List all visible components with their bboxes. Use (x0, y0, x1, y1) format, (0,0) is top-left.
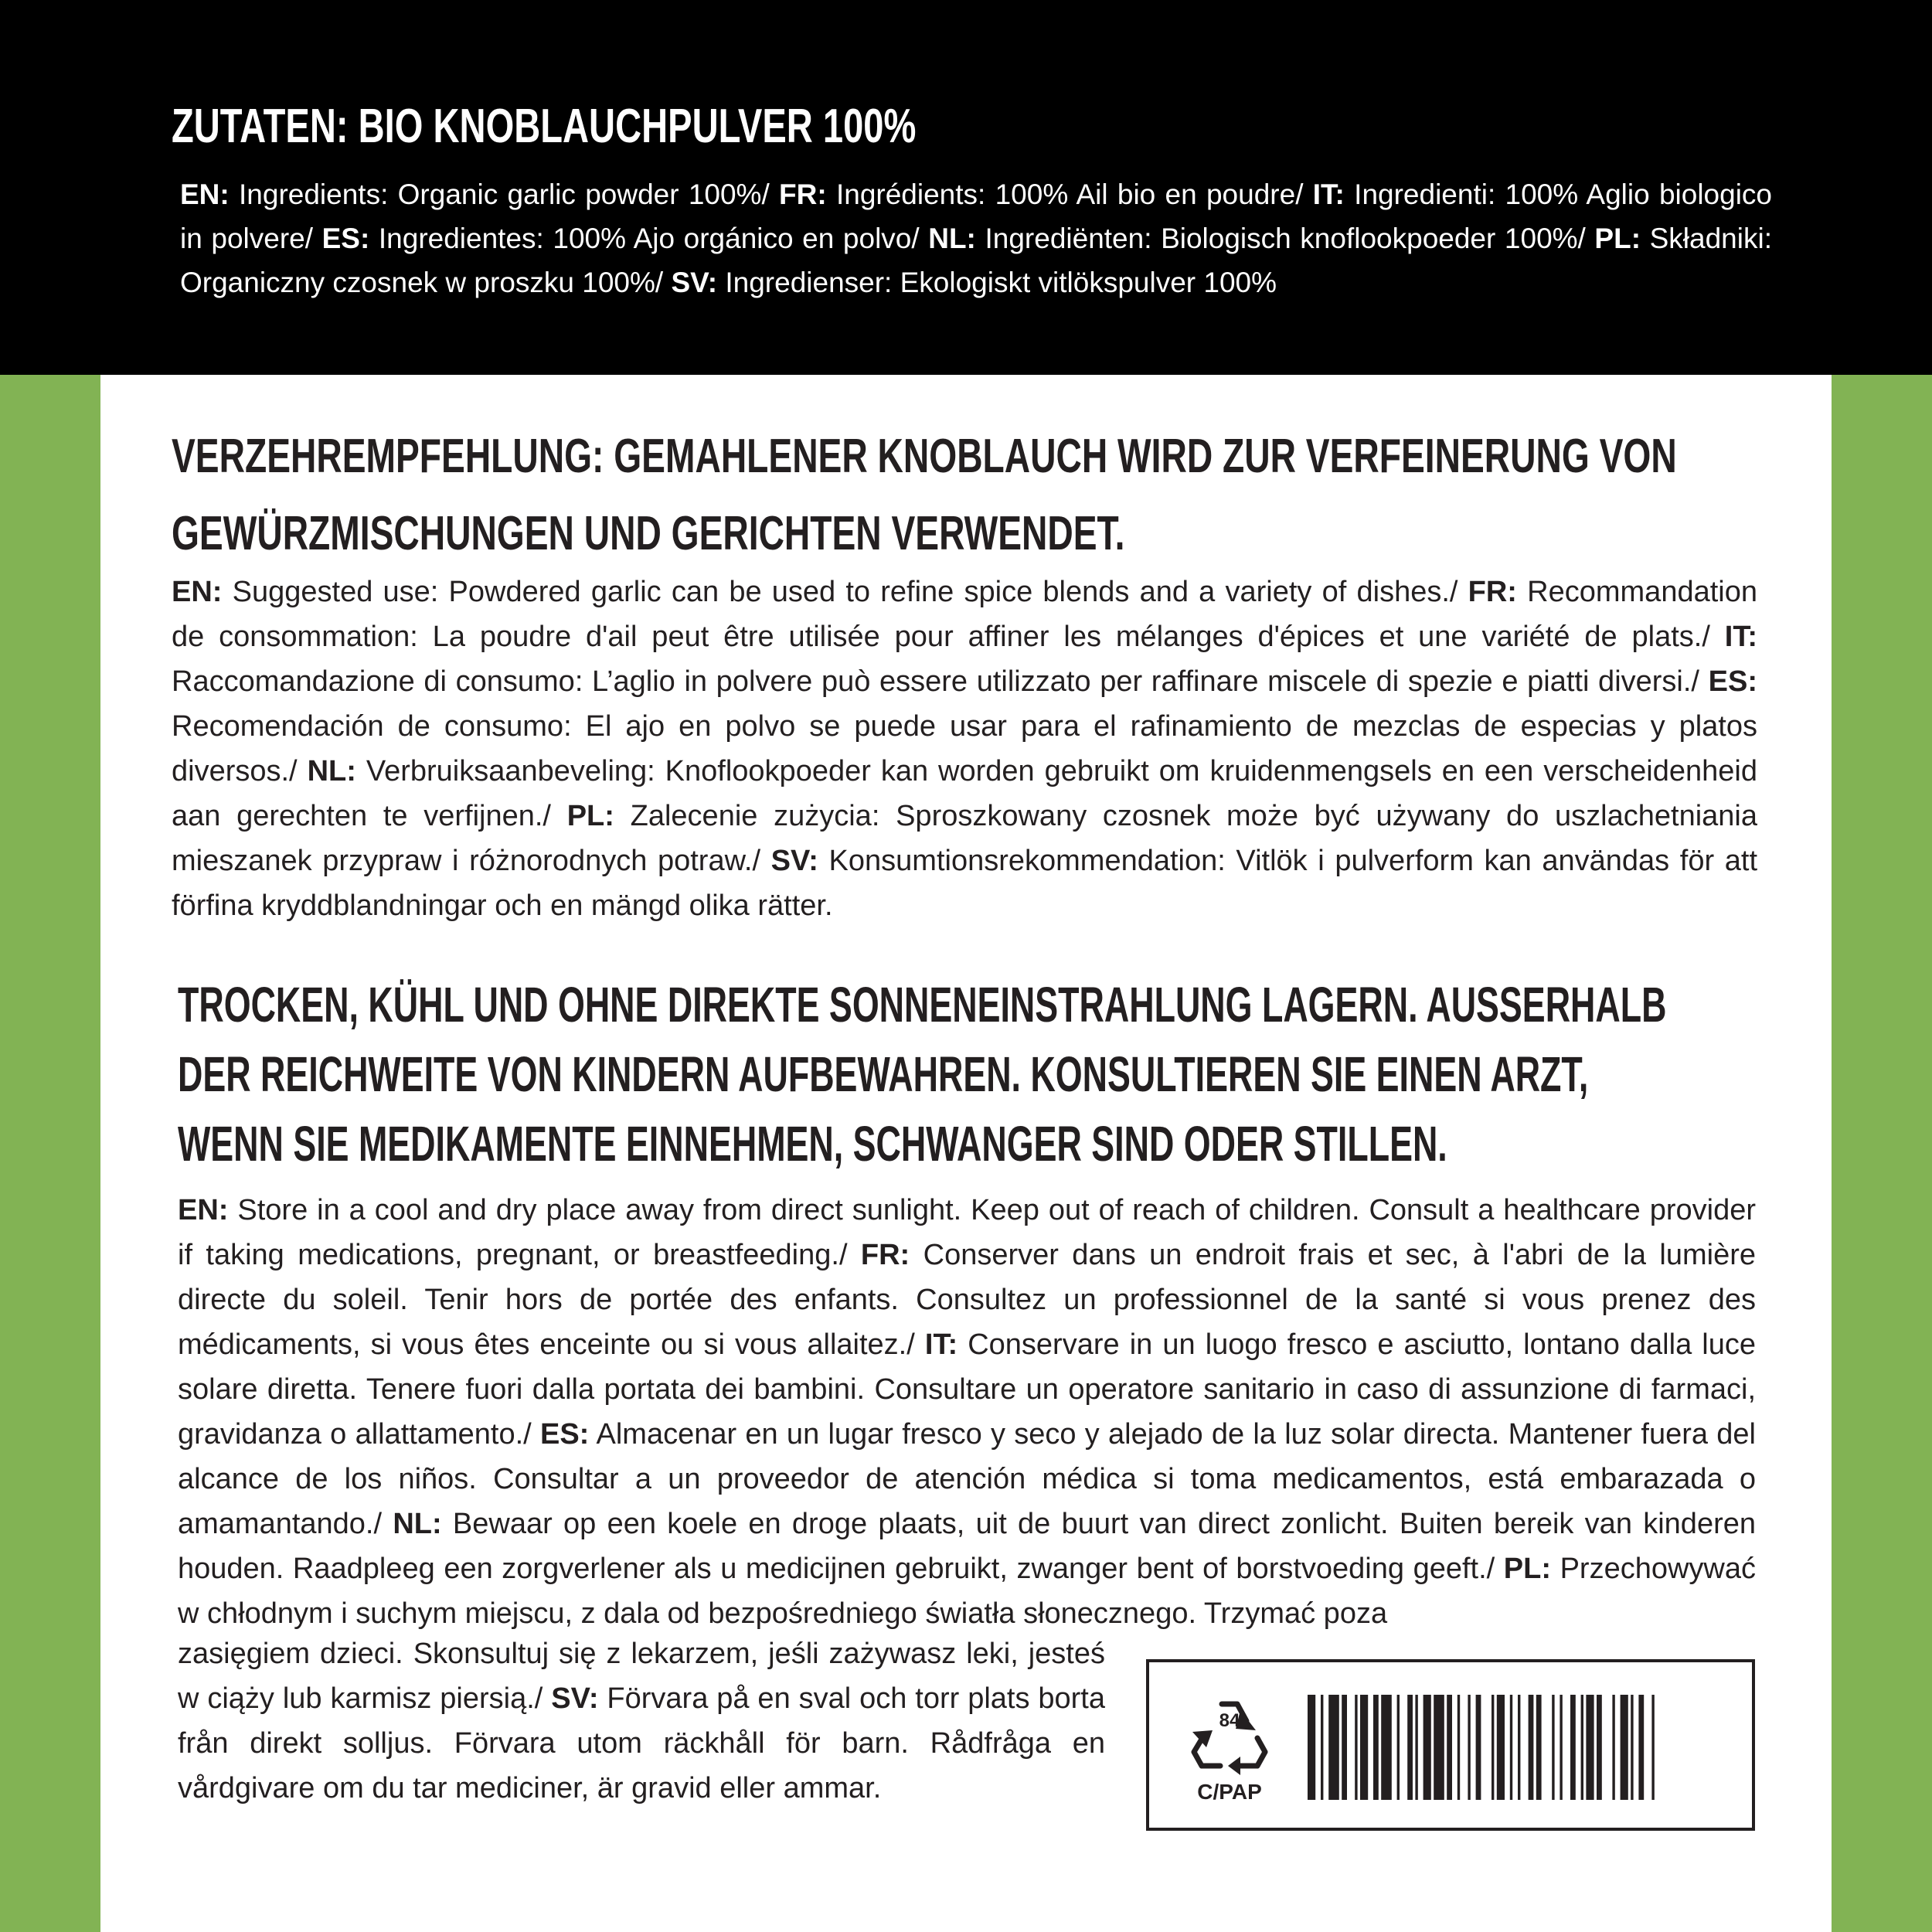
language-code: SV: (671, 267, 718, 298)
barcode-bar (1434, 1695, 1444, 1800)
language-code: EN: (172, 576, 223, 608)
barcode-bar (1342, 1695, 1347, 1800)
ingredients-text (180, 172, 1772, 304)
language-text: Förvara på en sval och torr plats borta från direkt solljus. Förvara utom räckhåll för barn. Rådfråga en vårdgivare om du tar mediciner, är gravid eller ammar. (178, 1682, 1105, 1804)
barcode-bar (1536, 1695, 1542, 1800)
barcode-bar (1529, 1695, 1534, 1800)
language-code: PL: (1503, 1553, 1552, 1585)
language-text: Recomendación de consumo: El ajo en polvo se puede usar para el rafinamiento de mezclas de especias y platos diversos./ (172, 710, 1757, 787)
barcode-bar (1328, 1695, 1339, 1800)
barcode-bar (1631, 1695, 1633, 1800)
language-text: Ingrédients: 100% Ail bio en poudre/ (826, 179, 1313, 210)
language-text: Verbruiksaanbeveling: Knoflookpoeder kan worden gebruikt om kruidenmengsels en een verscheidenheid aan gerechten te verfijnen./ (172, 755, 1757, 832)
language-code: NL: (307, 755, 356, 787)
barcode-bar (1552, 1695, 1554, 1800)
barcode-bar (1581, 1695, 1583, 1800)
barcode-bar (1621, 1695, 1628, 1800)
suggested-use-heading-line-2: GEWÜRZMISCHUNGEN UND GERICHTEN VERWENDET. (172, 507, 1125, 560)
language-code: NL: (393, 1508, 442, 1540)
language-text: Conservare in un luogo fresco e asciutto, lontano dalla luce solare diretta. Tenere fuori dalla portata dei bambini. Consultare un operatore sanitario in caso di assunzione di farmaci, gravidanza o allattamento./ (178, 1328, 1756, 1451)
barcode-bar (1308, 1695, 1315, 1800)
recycling-triangle-icon (1183, 1692, 1276, 1777)
barcode-bar (1468, 1695, 1470, 1800)
barcode-bar (1423, 1695, 1431, 1800)
language-code: ES: (539, 1418, 590, 1451)
language-text: Recommandation de consommation: La poudre d'ail peut être utilisée pour affiner les mélanges d'épices et une variété de plats./ (172, 576, 1757, 653)
recycling-material: C/PAP (1197, 1780, 1262, 1804)
barcode-bar (1586, 1695, 1594, 1800)
barcode-bar (1612, 1695, 1614, 1800)
barcode-bar (1597, 1695, 1602, 1800)
packaging-label-box (1146, 1659, 1755, 1831)
language-code: ES: (1708, 665, 1757, 698)
language-text: Ingredients: Organic garlic powder 100%/ (229, 179, 780, 210)
barcode-bar (1518, 1695, 1520, 1800)
barcode-bar (1397, 1695, 1400, 1800)
barcode-bar (1373, 1695, 1379, 1800)
language-code: PL: (566, 800, 614, 832)
ingredients-band (0, 0, 1932, 375)
language-text: Konsumtionsrekommendation: Vitlök i pulverform kan användas för att förfina kryddblandningar och en mängd olika rätter. (172, 845, 1758, 922)
language-code: PL: (1594, 223, 1641, 254)
language-code: IT: (1724, 621, 1757, 653)
barcode-bar (1497, 1695, 1505, 1800)
language-text: Składniki: Organiczny czosnek w proszku 100%/ (180, 223, 1772, 298)
language-text: Ingredienti: 100% Aglio biologico in polvere/ (180, 179, 1772, 254)
barcode-bar (1458, 1695, 1460, 1800)
language-text: zasięgiem dzieci. Skonsultuj się z lekarzem, jeśli zażywasz leki, jesteś w ciąży lub karmisz piersią./ (178, 1638, 1105, 1715)
suggested-use-heading-line-1: VERZEHREMPFEHLUNG: GEMAHLENER KNOBLAUCH WIRD ZUR VERFEINERUNG VON (172, 430, 1677, 483)
barcode-bar (1360, 1695, 1368, 1800)
language-code: EN: (180, 179, 230, 210)
language-code: FR: (860, 1239, 910, 1271)
storage-heading-line-3: WENN SIE MEDIKAMENTE EINNEHMEN, SCHWANGER SIND ODER STILLEN. (178, 1116, 1447, 1172)
storage-text (178, 1188, 1756, 1636)
language-code: SV: (770, 845, 818, 877)
barcode-bar (1510, 1695, 1512, 1800)
language-text: Suggested use: Powdered garlic can be used to refine spice blends and a variety of dishes./ (222, 576, 1468, 608)
barcode-icon (1308, 1695, 1740, 1800)
language-text: Ingrediënten: Biologisch knoflookpoeder 100%/ (975, 223, 1595, 254)
language-text: Conserver dans un endroit frais et sec, à l'abri de la lumière directe du soleil. Tenir hors de portée des enfants. Consultez un professionnel de la santé si vous prenez des médicaments, si vous êtes enceinte ou si vous allaitez./ (178, 1239, 1757, 1361)
language-code: FR: (779, 179, 827, 210)
ingredients-title: ZUTATEN: BIO KNOBLAUCHPULVER 100% (172, 100, 917, 153)
storage-heading-line-2: DER REICHWEITE VON KINDERN AUFBEWAHREN. KONSULTIEREN SIE EINEN ARZT, (178, 1046, 1589, 1102)
barcode-bar (1638, 1695, 1644, 1800)
storage-heading-line-1: TROCKEN, KÜHL UND OHNE DIREKTE SONNENEINSTRAHLUNG LAGERN. AUSSERHALB (178, 977, 1667, 1032)
language-code: IT: (924, 1328, 958, 1361)
barcode-bar (1355, 1695, 1357, 1800)
language-text: Store in a cool and dry place away from direct sunlight. Keep out of reach of children. Consult a healthcare provider if taking medications, pregnant, or breastfeeding./ (178, 1194, 1756, 1271)
storage-text-continued (178, 1631, 1105, 1811)
content-panel (100, 375, 1832, 1932)
barcode-bar (1381, 1695, 1392, 1800)
barcode-bar (1407, 1695, 1413, 1800)
barcode-bar (1492, 1695, 1494, 1800)
language-code: IT: (1312, 179, 1345, 210)
language-code: EN: (178, 1194, 229, 1226)
suggested-use-text (172, 570, 1757, 928)
barcode-bar (1321, 1695, 1323, 1800)
barcode-bar (1415, 1695, 1417, 1800)
barcode-bar (1560, 1695, 1562, 1800)
language-text: Ingredientes: 100% Ajo orgánico en polvo/ (369, 223, 929, 254)
language-text: Przechowywać w chłodnym i suchym miejscu, z dala od bezpośredniego światła słonecznego. Trzymać poza (178, 1553, 1757, 1630)
language-code: ES: (321, 223, 370, 254)
language-text: Almacenar en un lugar fresco y seco y alejado de la luz solar directa. Mantener fuera del alcance de los niños. Consultar a un proveedor de atención médica si toma medicamentos, está embarazada o amamantando./ (178, 1418, 1756, 1540)
language-text: Bewaar op een koele en droge plaats, uit de buurt van direct zonlicht. Buiten bereik van kinderen houden. Raadpleeg een zorgverlener als u medicijnen gebruikt, zwanger bent of borstvoeding geeft./ (178, 1508, 1756, 1585)
language-text: Raccomandazione di consumo: L’aglio in polvere può essere utilizzato per raffinare miscele di spezie e piatti diversi./ (172, 665, 1709, 698)
language-text: Ingredienser: Ekologiskt vitlökspulver 100% (717, 267, 1277, 298)
barcode-bar (1651, 1695, 1654, 1800)
language-text: Zalecenie zużycia: Sproszkowany czosnek może być używany do uszlachetniania mieszanek przypraw i różnorodnych potraw./ (172, 800, 1757, 877)
barcode-bar (1447, 1695, 1452, 1800)
recycling-code: 84 (1219, 1710, 1240, 1731)
barcode-bar (1570, 1695, 1576, 1800)
language-code: SV: (551, 1682, 599, 1715)
language-code: FR: (1468, 576, 1517, 608)
language-code: NL: (928, 223, 976, 254)
barcode-bar (1476, 1695, 1481, 1800)
